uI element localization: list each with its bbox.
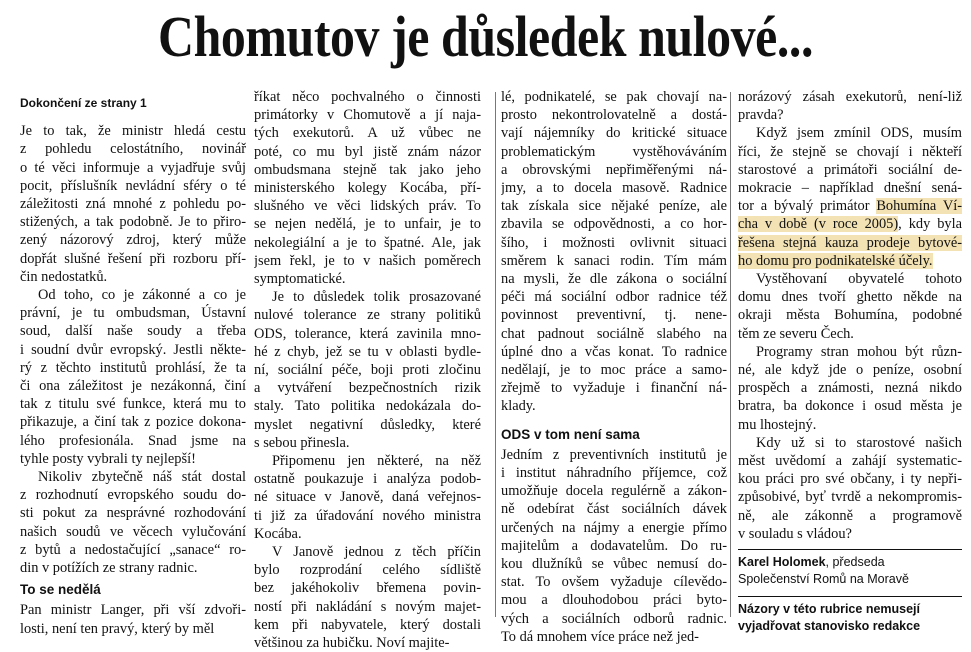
headline: Chomutov je důsledek nulové... (157, 4, 814, 69)
text-line: Kocába. (254, 525, 302, 542)
column-3-text-continued (501, 446, 727, 646)
text-line: i institut náhradního příjemce, což (501, 465, 727, 482)
text-line: staly. Tato politika nedokázala do- (254, 398, 481, 415)
text-line: slušného ve věci lidských práv. To (254, 198, 481, 215)
text-line: Programy stran mohou být různ- (756, 343, 962, 360)
text-line: umožňuje docela regulérně a zákon- (501, 483, 727, 500)
column-3-text (501, 88, 727, 416)
text-line: klady. (501, 398, 536, 415)
text-line: tých exekutorů. A už vůbec ne (254, 125, 481, 142)
text-line: Je to důsledek tolik prosazované (272, 289, 481, 306)
text-line: a vytváření bezpečnostních rizik (254, 380, 481, 397)
text-line: právní, je tu ombudsman, Ústavní (20, 305, 246, 322)
text-line: mokracie – například dnešní sená- (738, 180, 962, 197)
text-line: Je to tak, že ministr hledá cestu (20, 123, 246, 140)
text-line: To dá mnohem více práce než jed- (501, 628, 699, 645)
column-1-text (20, 122, 246, 577)
text-line: se nejen nedělá, je to unfair, je to (254, 216, 481, 233)
column-2-text (254, 88, 481, 652)
highlighted-text: cha v době (v roce 2005) (738, 216, 899, 233)
text-line: šího, i možnosti ovlivnit situaci (501, 234, 727, 251)
text-line: Vystěhovaní obyvatelé tohoto (756, 271, 962, 288)
column-1-text-continued (20, 601, 246, 637)
highlighted-text: Bohumína Ví- (876, 198, 962, 215)
text-line: né situace v Janově, daná veřejnos- (254, 489, 481, 506)
text-line: Když jsem zmínil ODS, musím (756, 125, 962, 142)
text-line: starostové a primátoři sociální de- (738, 161, 962, 178)
text-line: lé, podnikatelé, se pak chovají na- (501, 89, 727, 105)
text-line: kou dlužníků se vůbec nemusí do- (501, 556, 727, 573)
text-line: mu lhostejný. (738, 416, 817, 433)
text-line: bez jakéhokoliv břemena povin- (254, 580, 481, 597)
text-line: stat. To ovšem vyžaduje cílevědo- (501, 574, 727, 591)
text-line: bylo rozprodání celého sídliště (254, 562, 481, 579)
text-line: zbavila se odpovědnosti, a co hor- (501, 216, 727, 233)
author-organization: Společenství Romů na Moravě (738, 572, 909, 587)
text-line: prosto nekontrolovatelně a dostá- (501, 107, 727, 124)
text-line: soud, další naše soudy a třeba (20, 323, 246, 340)
text-line: prospěch a známosti, nezná nikdo (738, 380, 962, 397)
text-line: Od toho, co je zákonné a co je (38, 287, 246, 304)
text-line: vají nájemníky do kritické situace (501, 125, 727, 142)
text-line: z bytů a nedostačující „sanace“ ro- (20, 541, 246, 558)
text-line: měst uvědomí a zahájí systematic- (738, 453, 962, 470)
text-line: nedělají, je to moc práce a samo- (501, 362, 727, 379)
text-line: myslet negativní důsledky, které (254, 416, 481, 433)
column-rule (730, 92, 731, 617)
text-line: a obrovskými nepřiměřenými ná- (501, 161, 727, 178)
text-line: tak z titulu své funkce, která mu to (20, 396, 246, 413)
text-line: jsem řekl, je to v našich poměrech (254, 252, 481, 269)
text-line: většinou za hubičku. Noví majite- (254, 635, 450, 652)
text-line: dopřát slušné řešení při rozboru pří- (20, 250, 246, 267)
column-4-text (738, 88, 962, 543)
text-line: s sebou přinesla. (254, 434, 350, 451)
text-line: tyhle posty vybrali ty nejlepší! (20, 450, 196, 467)
text-line: záležitosti zná mnohé z pohledu po- (20, 196, 246, 213)
text-line: zený názorový zdroj, který může (20, 232, 246, 249)
text-line: Pan ministr Langer, při vší zdvoři- (20, 602, 246, 619)
text-line: V Janově jednou z těch příčin (272, 544, 481, 561)
text-line: lého profesionála. Snad jsme na (20, 432, 246, 449)
author-line (738, 554, 962, 571)
text-line: hé z chyb, jež se tu v oblasti bydle- (254, 343, 481, 360)
text-line: směrem k sanaci rodin. Tím mám (501, 252, 727, 269)
highlighted-text: řešena stejná kauza prodeje bytové- (738, 234, 962, 251)
text-line: ostatně poukazuje i analýza podob- (254, 471, 481, 488)
text-line: tak získala sice nějaké peníze, ale (501, 198, 727, 215)
text-line: ně, ale zákonně a programově (738, 507, 962, 524)
text-line: primátorky v Chomutově a jí naja- (254, 107, 481, 124)
text-line: ministerského kolegy Kocába, pří- (254, 180, 481, 197)
text-line: z rozhodnutí evropského soudu do- (20, 487, 246, 504)
disclaimer-line-1: Názory v této rubrice nemusejí (738, 602, 921, 617)
disclaimer-line-2: vyjadřovat stanovisko redakce (738, 619, 921, 634)
text-line: poté, co mu byl jistě znám názor (254, 143, 481, 160)
subhead-to-se-nedela: To se nedělá (20, 582, 101, 598)
text-line: Jedním z preventivních institutů je (501, 446, 727, 463)
text-line: bratra, ba dokonce i osud města je (738, 398, 962, 415)
text-line: říkat něco pochvalného o činnosti (254, 89, 481, 105)
text-line: či ona záležitost je nezákonná, činí (20, 378, 246, 395)
text-line: pravda? (738, 107, 784, 124)
text-line: určených na nájmy a energie přímo (501, 519, 727, 536)
text-line: úplné dno a včas konat. To radnice (501, 343, 727, 360)
text-line: o té věci informuje a vyjadřuje svůj (20, 159, 246, 176)
text-line: stižených, a tak podobně. Je to přiro- (20, 214, 246, 231)
text-line: nekolegiální a je to špatné. Ale, jak (254, 234, 481, 251)
text-line: péči má sociální odbor radnice též (501, 289, 727, 306)
text-line: nulové tolerance ze strany politiků (254, 307, 481, 324)
column-4 (738, 88, 962, 635)
text-line: losti, není ten pravý, který by měl (20, 620, 215, 637)
text-line: mou a dlouhodobou práci byto- (501, 592, 727, 609)
text-line: způsobivé, byť tvrdě a nekompromis- (738, 489, 962, 506)
text-line: cha v době (v roce 2005), kdy byla (738, 216, 962, 233)
author-separator (738, 549, 962, 550)
text-line: ně odebírat část sociálních dávek (501, 501, 727, 518)
text-line: čin nedostatků. (20, 268, 108, 285)
text-line: Připomenu jen některé, na něž (272, 453, 481, 470)
text-line: din v potížích ze strany radnic. (20, 560, 198, 577)
text-line: norázový zásah exekutorů, není-liž (738, 89, 962, 105)
text-line: ti již za úřadování nového ministra (254, 507, 481, 524)
text-line: pocit, příslušník nevládní sféry o té (20, 177, 246, 194)
text-line: domu dnes tvoří ghetto někde na (738, 289, 962, 306)
column-3 (501, 88, 727, 646)
text-line: problematickým vystěhováváním (501, 143, 727, 160)
text-line: těm ze severu Čech. (738, 325, 854, 342)
kicker: Dokončení ze strany 1 (20, 96, 147, 110)
text-line: ní, sociální péče, boji proti zločinu (254, 362, 481, 379)
text-line: ombudsmana stejně tak jako jeho (254, 161, 481, 178)
column-2 (254, 88, 481, 652)
text-line: Kdy už si to starostové našich (756, 434, 962, 451)
text-line: symptomatické. (254, 271, 346, 288)
text-line: kou práci pro své občany, i ty nepři- (738, 471, 962, 488)
text-line: vých a sociálních odborů radnic. (501, 610, 727, 627)
column-rule (495, 92, 496, 617)
text-line: v souladu s vládou? (738, 525, 852, 542)
text-line: okraji města Bohumína, podobné (738, 307, 962, 324)
text-line: tor a bývalý primátor Bohumína Ví- (738, 198, 962, 215)
column-1 (20, 88, 246, 638)
text-line: kem při nabyvatele, který dostali (254, 616, 481, 633)
text-line: našich soudů ve věcech vylučování (20, 523, 246, 540)
text-line: ností při nakládání s novým majet- (254, 598, 481, 615)
text-line: majitelům a dodavatelům. Do ru- (501, 537, 727, 554)
text-line: rý z těchto institutů prohlásí, že ta (20, 359, 246, 376)
text-line: povinnost preventivní, tj. nene- (501, 307, 727, 324)
disclaimer-separator (738, 596, 962, 597)
author-role: , předseda (825, 555, 885, 570)
text-line: přikazuje, a činí tak z pozice dokona- (20, 414, 246, 431)
text-line: sti pokut za nesprávné rozhodování (20, 505, 246, 522)
text-line: jmy, a to docela masově. Radnice (501, 180, 727, 197)
text-line: ODS, tolerance, která zavinila mno- (254, 325, 481, 342)
text-line: né, ale když jde o peníze, osobní (738, 362, 962, 379)
text-line: chat padnout sociálně slabého na (501, 325, 727, 342)
highlighted-text: ho domu pro podnikatelské účely. (738, 252, 933, 269)
text-line: zřejmě to vyžaduje i finanční ná- (501, 380, 727, 397)
text-line: z pohledu celostátního, novinář (20, 141, 246, 158)
text-line: i soudní dvůr evropský. Jestli někte- (20, 341, 246, 358)
text-line: na mysli, že dle zákona o sociální (501, 271, 727, 288)
text-line: Nikoliv zbytečně náš stát dostal (38, 469, 246, 486)
text-line (738, 234, 962, 252)
author-name: Karel Holomek (738, 555, 826, 570)
text-line (738, 252, 962, 270)
subhead-ods-v-tom-neni-sama: ODS v tom není sama (501, 426, 640, 442)
text-line: říci, že stejně se chovají i někteří (738, 143, 962, 160)
